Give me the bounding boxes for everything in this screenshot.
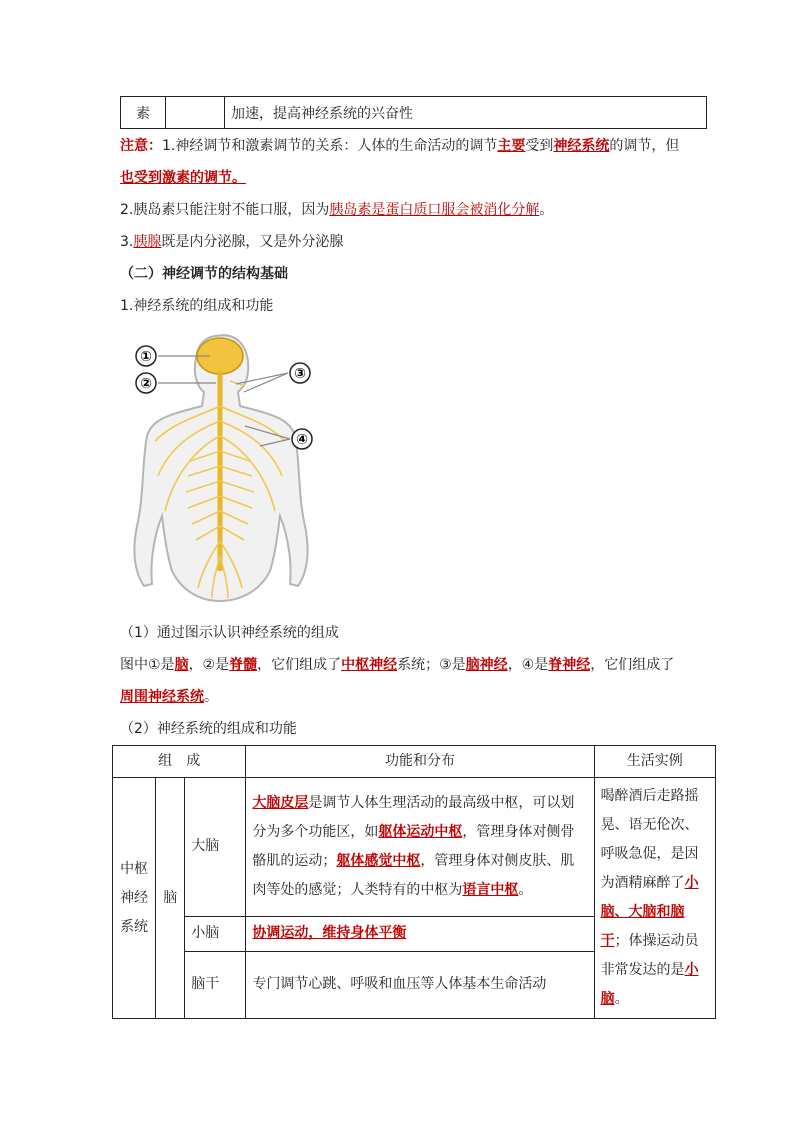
section-heading: （二）神经调节的结构基础 <box>120 266 288 282</box>
svg-text:②: ② <box>140 376 152 392</box>
label-3 <box>290 363 310 383</box>
header-example: 生活实例 <box>594 746 715 778</box>
cerebellum-cell: 小脑 <box>185 916 246 951</box>
brain-cell: 脑 <box>156 778 185 1019</box>
svg-text:①: ① <box>140 349 152 365</box>
top-table <box>120 96 707 129</box>
keyword: 中枢神经 <box>341 657 398 673</box>
keyword: 躯体运动中枢 <box>378 823 463 840</box>
note-line-1 <box>120 136 679 156</box>
keyword: 小脑、大脑和脑干 <box>600 875 699 949</box>
note-text: 1.神经调节和激素调节的关系：人体的生命活动的调节 <box>162 138 498 154</box>
text: 。 <box>614 991 629 1007</box>
note-line-3 <box>120 232 343 252</box>
keyword: 脊髓 <box>229 657 258 673</box>
note-keyword: 主要 <box>497 138 526 154</box>
note-label: 注意： <box>120 138 162 154</box>
part1-line-2 <box>120 687 218 707</box>
part1-line-1 <box>120 655 674 675</box>
keyword: 大脑皮层 <box>252 794 309 811</box>
text: 图中①是 <box>120 657 175 673</box>
text: ，②是 <box>188 657 230 673</box>
note-keyword: 胰腺 <box>133 234 162 250</box>
keyword: 脑 <box>174 657 189 673</box>
note-text: 既是内分泌腺，又是外分泌腺 <box>161 234 344 250</box>
text: ，它们组成了 <box>257 657 342 673</box>
keyword: 语言中枢 <box>462 881 519 898</box>
top-cell-3: 加速，提高神经系统的兴奋性 <box>225 97 707 129</box>
text: 。 <box>518 881 533 898</box>
nervous-system-illustration <box>120 326 330 611</box>
top-cell-1: 素 <box>121 97 166 129</box>
top-cell-2 <box>166 97 225 129</box>
note-keyword: 胰岛素是蛋白质口服会被消化分解 <box>329 202 540 218</box>
text: ，它们组成了 <box>590 657 675 673</box>
text: 喝醉酒后走路摇晃、语无伦次、呼吸急促，是因为酒精麻醉了 <box>600 788 699 891</box>
svg-text:③: ③ <box>294 366 306 382</box>
keyword: 周围神经系统 <box>120 689 204 705</box>
header-function: 功能和分布 <box>246 746 594 778</box>
part1-heading: （1）通过图示认识神经系统的组成 <box>120 625 339 641</box>
label-2 <box>136 373 156 393</box>
keyword: 脑神经 <box>465 657 508 673</box>
brainstem-cell: 脑干 <box>185 951 246 1018</box>
note-text: 的调节，但 <box>609 138 680 154</box>
label-1 <box>136 346 156 366</box>
subsection-heading: 1.神经系统的组成和功能 <box>120 298 274 314</box>
note-keyword: 也受到激素的调节。 <box>120 170 246 186</box>
note-line-2 <box>120 200 553 220</box>
note-text: 。 <box>539 202 554 218</box>
text: 是调节人体生理活动的最高级中枢，可以划分为多个功能区，如 <box>252 794 575 840</box>
cns-cell: 中枢神经系统 <box>113 778 156 1019</box>
nervous-system-figure <box>120 326 330 611</box>
note-text: 受到 <box>525 138 554 154</box>
text: ，管理身体对侧骨骼肌的运动； <box>252 823 575 869</box>
part2-heading: （2）神经系统的组成和功能 <box>120 721 297 737</box>
keyword: 脊神经 <box>548 657 591 673</box>
nervous-system-table <box>112 745 716 1019</box>
text: 系统；③是 <box>397 657 466 673</box>
cerebellum-function: 协调运动，维持身体平衡 <box>246 916 594 951</box>
cerebrum-cell: 大脑 <box>185 778 246 917</box>
brainstem-function: 专门调节心跳、呼吸和血压等人体基本生命活动 <box>246 951 594 1018</box>
text: ；体操运动员非常发达的是 <box>600 933 699 978</box>
svg-text:④: ④ <box>296 432 308 448</box>
note-text: 2.胰岛素只能注射不能口服，因为 <box>120 202 330 218</box>
text: 。 <box>204 689 218 705</box>
note-text: 3. <box>120 234 134 250</box>
keyword: 躯体感觉中枢 <box>336 852 421 869</box>
keyword: 小脑 <box>600 962 699 1007</box>
text: ，管理身体对侧皮肤、肌肉等处的感觉；人类特有的中枢为 <box>252 852 575 898</box>
header-composition: 组 成 <box>113 746 246 778</box>
example-cell <box>594 778 715 1019</box>
text: ，④是 <box>507 657 549 673</box>
note-line-1b <box>120 168 246 188</box>
label-4 <box>292 429 312 449</box>
note-keyword: 神经系统 <box>553 138 610 154</box>
cerebrum-function <box>246 778 594 917</box>
